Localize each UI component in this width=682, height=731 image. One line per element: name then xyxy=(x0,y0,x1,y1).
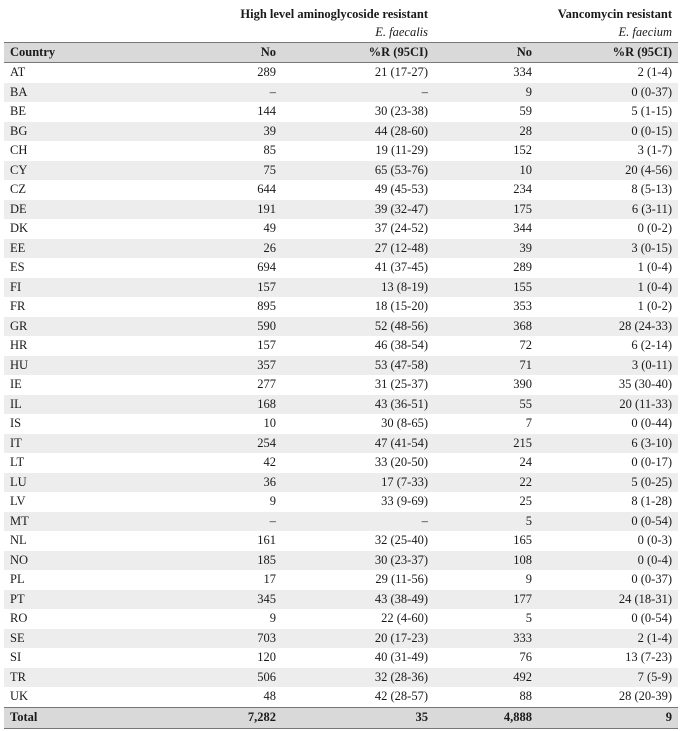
species-header-row xyxy=(4,22,678,43)
table-row xyxy=(4,492,678,512)
cell-no-faecalis: 48 xyxy=(96,687,282,707)
cell-pr-faecium: 35 (30-40) xyxy=(538,375,678,395)
cell-pr-faecalis: 13 (8-19) xyxy=(282,278,434,298)
table-row xyxy=(4,512,678,532)
cell-pr-faecalis: 53 (47-58) xyxy=(282,356,434,376)
cell-pr-faecalis: 33 (20-50) xyxy=(282,453,434,473)
total-no-faecium: 4,888 xyxy=(434,707,538,728)
cell-pr-faecalis: 30 (23-38) xyxy=(282,102,434,122)
table-row xyxy=(4,687,678,707)
cell-no-faecium: 234 xyxy=(434,180,538,200)
hlar-group-title: High level aminoglycoside resistant xyxy=(240,7,428,21)
cell-pr-faecium: 0 (0-54) xyxy=(538,609,678,629)
cell-pr-faecium: 0 (0-54) xyxy=(538,512,678,532)
cell-pr-faecalis: 42 (28-57) xyxy=(282,687,434,707)
cell-no-faecalis: 39 xyxy=(96,122,282,142)
cell-pr-faecalis: 20 (17-23) xyxy=(282,629,434,649)
cell-pr-faecium: 0 (0-3) xyxy=(538,531,678,551)
cell-pr-faecium: 0 (0-2) xyxy=(538,219,678,239)
col-no-faecium: No xyxy=(434,43,538,63)
cell-pr-faecalis: 32 (28-36) xyxy=(282,668,434,688)
cell-no-faecium: 39 xyxy=(434,239,538,259)
table-row xyxy=(4,278,678,298)
cell-country: HR xyxy=(4,336,96,356)
cell-no-faecalis: 10 xyxy=(96,414,282,434)
cell-country: IL xyxy=(4,395,96,415)
cell-no-faecium: 76 xyxy=(434,648,538,668)
col-pr-faecium: %R (95CI) xyxy=(538,43,678,63)
cell-pr-faecalis: 17 (7-33) xyxy=(282,473,434,493)
cell-no-faecium: 333 xyxy=(434,629,538,649)
cell-no-faecalis: 9 xyxy=(96,492,282,512)
cell-country: NO xyxy=(4,551,96,571)
cell-pr-faecalis: 29 (11-56) xyxy=(282,570,434,590)
cell-no-faecalis: 345 xyxy=(96,590,282,610)
cell-pr-faecium: 6 (3-11) xyxy=(538,200,678,220)
cell-pr-faecium: 3 (0-11) xyxy=(538,356,678,376)
cell-no-faecium: 165 xyxy=(434,531,538,551)
cell-pr-faecium: 28 (20-39) xyxy=(538,687,678,707)
cell-no-faecalis: 161 xyxy=(96,531,282,551)
cell-no-faecium: 289 xyxy=(434,258,538,278)
cell-no-faecalis: 590 xyxy=(96,317,282,337)
table-row xyxy=(4,63,678,83)
table-row xyxy=(4,219,678,239)
cell-pr-faecium: 28 (24-33) xyxy=(538,317,678,337)
cell-no-faecalis: 17 xyxy=(96,570,282,590)
table-row xyxy=(4,317,678,337)
cell-no-faecalis: 185 xyxy=(96,551,282,571)
cell-no-faecalis: 694 xyxy=(96,258,282,278)
cell-country: GR xyxy=(4,317,96,337)
cell-no-faecium: 9 xyxy=(434,83,538,103)
cell-country: CY xyxy=(4,161,96,181)
table-row xyxy=(4,239,678,259)
total-label: Total xyxy=(4,707,96,728)
cell-country: LV xyxy=(4,492,96,512)
cell-no-faecalis: – xyxy=(96,83,282,103)
cell-no-faecium: 390 xyxy=(434,375,538,395)
cell-no-faecalis: 49 xyxy=(96,219,282,239)
table-row xyxy=(4,141,678,161)
cell-country: FR xyxy=(4,297,96,317)
table-row xyxy=(4,609,678,629)
cell-pr-faecium: 6 (3-10) xyxy=(538,434,678,454)
cell-no-faecalis: 254 xyxy=(96,434,282,454)
cell-no-faecium: 24 xyxy=(434,453,538,473)
cell-no-faecalis: – xyxy=(96,512,282,532)
cell-no-faecium: 155 xyxy=(434,278,538,298)
table-row xyxy=(4,200,678,220)
cell-pr-faecium: 0 (0-4) xyxy=(538,551,678,571)
cell-pr-faecium: 20 (11-33) xyxy=(538,395,678,415)
cell-country: TR xyxy=(4,668,96,688)
cell-pr-faecium: 3 (0-15) xyxy=(538,239,678,259)
cell-country: CZ xyxy=(4,180,96,200)
cell-pr-faecalis: 40 (31-49) xyxy=(282,648,434,668)
cell-pr-faecalis: 52 (48-56) xyxy=(282,317,434,337)
cell-pr-faecium: 5 (0-25) xyxy=(538,473,678,493)
cell-pr-faecalis: 30 (23-37) xyxy=(282,551,434,571)
table-row xyxy=(4,122,678,142)
table-row xyxy=(4,336,678,356)
cell-pr-faecalis: 19 (11-29) xyxy=(282,141,434,161)
cell-no-faecium: 59 xyxy=(434,102,538,122)
cell-pr-faecium: 24 (18-31) xyxy=(538,590,678,610)
cell-country: IE xyxy=(4,375,96,395)
cell-pr-faecium: 3 (1-7) xyxy=(538,141,678,161)
table-row xyxy=(4,570,678,590)
cell-country: IS xyxy=(4,414,96,434)
cell-no-faecium: 175 xyxy=(434,200,538,220)
cell-no-faecalis: 36 xyxy=(96,473,282,493)
cell-country: BE xyxy=(4,102,96,122)
total-row xyxy=(4,707,678,728)
cell-pr-faecalis: 43 (36-51) xyxy=(282,395,434,415)
cell-no-faecalis: 191 xyxy=(96,200,282,220)
cell-no-faecalis: 144 xyxy=(96,102,282,122)
cell-no-faecalis: 357 xyxy=(96,356,282,376)
cell-pr-faecalis: 39 (32-47) xyxy=(282,200,434,220)
table-row xyxy=(4,356,678,376)
table-row xyxy=(4,297,678,317)
cell-pr-faecium: 8 (1-28) xyxy=(538,492,678,512)
cell-country: SE xyxy=(4,629,96,649)
cell-country: UK xyxy=(4,687,96,707)
cell-country: ES xyxy=(4,258,96,278)
cell-pr-faecalis: 44 (28-60) xyxy=(282,122,434,142)
cell-pr-faecium: 1 (0-4) xyxy=(538,258,678,278)
cell-pr-faecalis: 43 (38-49) xyxy=(282,590,434,610)
cell-no-faecium: 71 xyxy=(434,356,538,376)
cell-pr-faecalis: 30 (8-65) xyxy=(282,414,434,434)
cell-no-faecium: 9 xyxy=(434,570,538,590)
table-row xyxy=(4,395,678,415)
table-row xyxy=(4,668,678,688)
table-row xyxy=(4,414,678,434)
cell-pr-faecium: 1 (0-4) xyxy=(538,278,678,298)
hlar-species: E. faecalis xyxy=(375,24,428,39)
vre-group-title: Vancomycin resistant xyxy=(557,7,672,21)
cell-country: IT xyxy=(4,434,96,454)
cell-pr-faecium: 8 (5-13) xyxy=(538,180,678,200)
cell-no-faecium: 5 xyxy=(434,512,538,532)
cell-no-faecalis: 9 xyxy=(96,609,282,629)
cell-pr-faecalis: 32 (25-40) xyxy=(282,531,434,551)
cell-no-faecium: 55 xyxy=(434,395,538,415)
cell-no-faecalis: 289 xyxy=(96,63,282,83)
table-row xyxy=(4,83,678,103)
cell-pr-faecalis: 37 (24-52) xyxy=(282,219,434,239)
cell-country: EE xyxy=(4,239,96,259)
cell-country: RO xyxy=(4,609,96,629)
cell-no-faecalis: 506 xyxy=(96,668,282,688)
cell-country: BA xyxy=(4,83,96,103)
cell-pr-faecium: 13 (7-23) xyxy=(538,648,678,668)
column-header-row xyxy=(4,43,678,63)
table-row xyxy=(4,473,678,493)
cell-pr-faecalis: 27 (12-48) xyxy=(282,239,434,259)
cell-pr-faecium: 5 (1-15) xyxy=(538,102,678,122)
cell-pr-faecium: 0 (0-44) xyxy=(538,414,678,434)
cell-pr-faecium: 1 (0-2) xyxy=(538,297,678,317)
table-row xyxy=(4,453,678,473)
cell-no-faecalis: 168 xyxy=(96,395,282,415)
cell-no-faecalis: 26 xyxy=(96,239,282,259)
cell-pr-faecium: 2 (1-4) xyxy=(538,629,678,649)
table-row xyxy=(4,551,678,571)
group-header-row xyxy=(4,2,678,22)
total-pr-faecium: 9 xyxy=(538,707,678,728)
cell-country: CH xyxy=(4,141,96,161)
cell-no-faecium: 353 xyxy=(434,297,538,317)
table-row xyxy=(4,590,678,610)
cell-pr-faecalis: 46 (38-54) xyxy=(282,336,434,356)
cell-no-faecalis: 895 xyxy=(96,297,282,317)
cell-country: LU xyxy=(4,473,96,493)
cell-no-faecalis: 157 xyxy=(96,278,282,298)
cell-pr-faecium: 7 (5-9) xyxy=(538,668,678,688)
cell-pr-faecalis: 49 (45-53) xyxy=(282,180,434,200)
cell-country: PT xyxy=(4,590,96,610)
cell-no-faecalis: 644 xyxy=(96,180,282,200)
cell-pr-faecium: 20 (4-56) xyxy=(538,161,678,181)
cell-no-faecium: 344 xyxy=(434,219,538,239)
cell-pr-faecium: 0 (0-17) xyxy=(538,453,678,473)
cell-pr-faecium: 6 (2-14) xyxy=(538,336,678,356)
cell-no-faecium: 25 xyxy=(434,492,538,512)
cell-country: DE xyxy=(4,200,96,220)
table-row xyxy=(4,648,678,668)
cell-no-faecium: 108 xyxy=(434,551,538,571)
cell-pr-faecalis: – xyxy=(282,83,434,103)
cell-pr-faecalis: 31 (25-37) xyxy=(282,375,434,395)
cell-no-faecium: 7 xyxy=(434,414,538,434)
cell-country: FI xyxy=(4,278,96,298)
cell-country: PL xyxy=(4,570,96,590)
cell-no-faecium: 72 xyxy=(434,336,538,356)
cell-pr-faecalis: 41 (37-45) xyxy=(282,258,434,278)
col-pr-faecalis: %R (95CI) xyxy=(282,43,434,63)
table-row xyxy=(4,531,678,551)
cell-no-faecalis: 157 xyxy=(96,336,282,356)
table-row xyxy=(4,102,678,122)
cell-pr-faecalis: 22 (4-60) xyxy=(282,609,434,629)
cell-no-faecalis: 277 xyxy=(96,375,282,395)
cell-no-faecium: 177 xyxy=(434,590,538,610)
cell-no-faecium: 22 xyxy=(434,473,538,493)
table-row xyxy=(4,434,678,454)
cell-country: NL xyxy=(4,531,96,551)
cell-country: MT xyxy=(4,512,96,532)
cell-pr-faecium: 0 (0-15) xyxy=(538,122,678,142)
cell-pr-faecalis: 65 (53-76) xyxy=(282,161,434,181)
cell-no-faecium: 334 xyxy=(434,63,538,83)
table-row xyxy=(4,258,678,278)
cell-country: AT xyxy=(4,63,96,83)
cell-country: BG xyxy=(4,122,96,142)
cell-no-faecalis: 75 xyxy=(96,161,282,181)
table-row xyxy=(4,629,678,649)
resistance-table xyxy=(4,2,678,729)
cell-no-faecium: 492 xyxy=(434,668,538,688)
cell-no-faecium: 215 xyxy=(434,434,538,454)
cell-country: LT xyxy=(4,453,96,473)
table-row xyxy=(4,375,678,395)
table-row xyxy=(4,161,678,181)
cell-no-faecium: 152 xyxy=(434,141,538,161)
cell-no-faecium: 28 xyxy=(434,122,538,142)
cell-pr-faecium: 2 (1-4) xyxy=(538,63,678,83)
cell-country: SI xyxy=(4,648,96,668)
cell-no-faecium: 10 xyxy=(434,161,538,181)
cell-pr-faecalis: 47 (41-54) xyxy=(282,434,434,454)
cell-pr-faecalis: – xyxy=(282,512,434,532)
cell-no-faecium: 88 xyxy=(434,687,538,707)
vre-species: E. faecium xyxy=(618,24,672,39)
col-no-faecalis: No xyxy=(96,43,282,63)
table-body xyxy=(4,63,678,708)
cell-pr-faecium: 0 (0-37) xyxy=(538,570,678,590)
cell-pr-faecium: 0 (0-37) xyxy=(538,83,678,103)
total-pr-faecalis: 35 xyxy=(282,707,434,728)
cell-pr-faecalis: 33 (9-69) xyxy=(282,492,434,512)
cell-no-faecalis: 703 xyxy=(96,629,282,649)
cell-no-faecium: 368 xyxy=(434,317,538,337)
col-country: Country xyxy=(4,43,96,63)
cell-pr-faecalis: 21 (17-27) xyxy=(282,63,434,83)
cell-no-faecalis: 85 xyxy=(96,141,282,161)
cell-no-faecium: 5 xyxy=(434,609,538,629)
cell-no-faecalis: 42 xyxy=(96,453,282,473)
cell-country: DK xyxy=(4,219,96,239)
cell-no-faecalis: 120 xyxy=(96,648,282,668)
table-row xyxy=(4,180,678,200)
total-no-faecalis: 7,282 xyxy=(96,707,282,728)
cell-country: HU xyxy=(4,356,96,376)
cell-pr-faecalis: 18 (15-20) xyxy=(282,297,434,317)
